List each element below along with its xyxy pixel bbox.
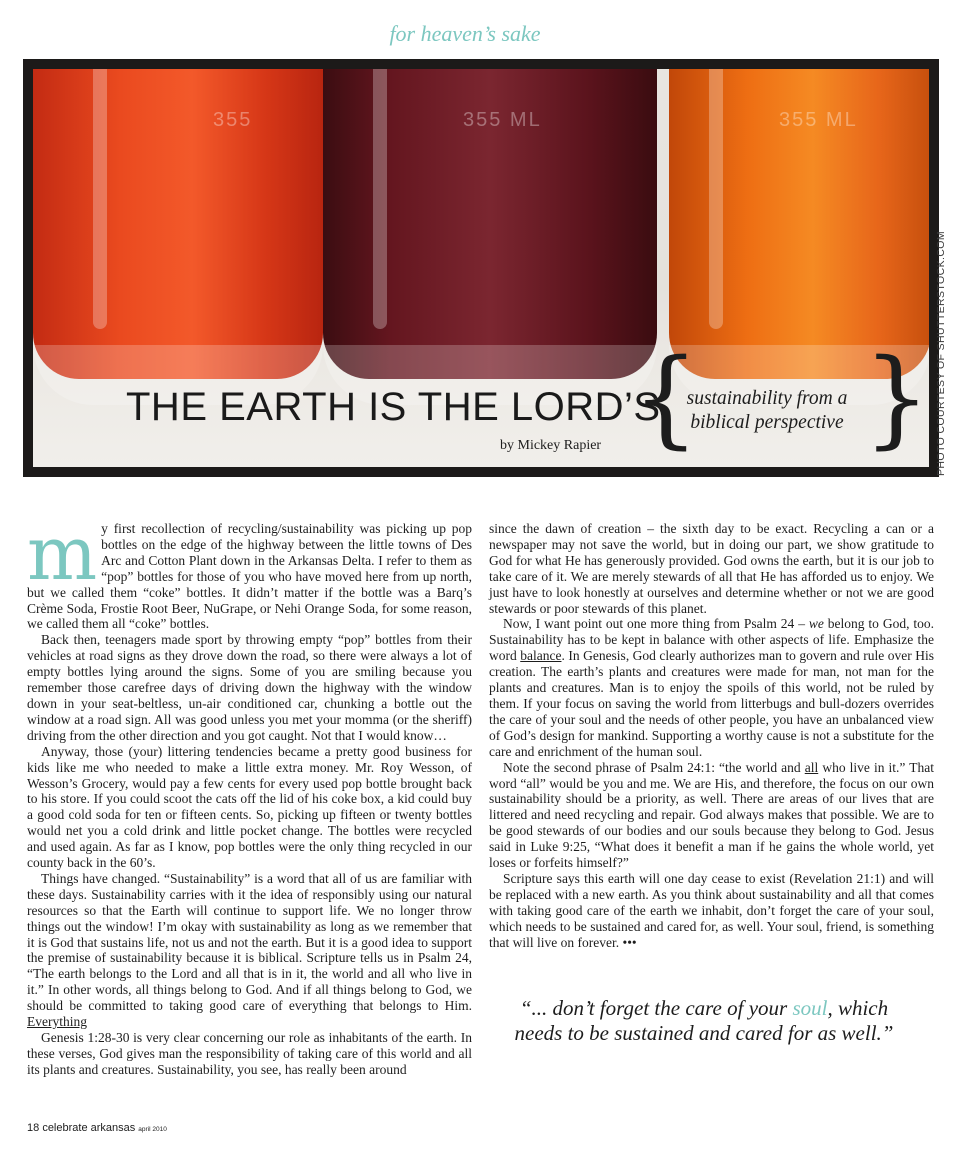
article-column-left: [27, 511, 472, 1078]
article-subtitle: [672, 387, 862, 435]
hero-photo-frame: [23, 59, 939, 477]
drop-cap: m: [27, 511, 98, 597]
section-heading: for heaven’s sake: [389, 21, 541, 46]
emphasized-word: we: [808, 616, 824, 632]
underlined-word: balance: [520, 648, 562, 664]
paragraph-text: y first recollection of recycling/sustainability was picking up pop bottles on the edge of the highway between the little towns of Des Arc and Cotton Plant down in the Arkansas Delta. I refer to them as “pop” bottles for those of you who have moved here from up north, but we called them “coke” bottles. It didn’t matter if the bottle was a Barq’s Crème Soda, Frostie Root Beer, NuGrape, or Nehi Orange Soda, for some reason, we called them all “coke” bottles.: [27, 521, 472, 632]
right-brace-icon: }: [863, 336, 931, 459]
subtitle-line: biblical perspective: [690, 412, 844, 433]
quote-text: , which needs to be sustained and cared for as well.”: [514, 996, 894, 1045]
quote-text: “... don’t forget the care of your: [519, 996, 793, 1020]
paragraph: [489, 616, 934, 759]
purple-bottle: 355 ML: [323, 69, 657, 379]
paragraph: [27, 871, 472, 1030]
underlined-word: Everything: [27, 1014, 87, 1030]
paragraph: since the dawn of creation – the sixth day to be exact. Recycling a can or a newspaper may not save the world, but in doing our part, we show gratitude to God for what He has generously provided. God owns the earth, but it is our job to take care of it. We are merely stewards of all that He has afforded us to enjoy. We just have to look honestly at ourselves and determine whether or not we are good stewards or poor stewards of this planet.: [489, 521, 934, 616]
paragraph: Back then, teenagers made sport by throwing empty “pop” bottles from their vehicles at road signs as they drove down the road, so there were always a lot of empty bottles lying around the signs. Some of you are smiling because you remember those carefree days of driving down the highway with the window down in your seat-beltless, un-air conditioned car, chunking a bottle out the window at a road sign. All was good unless you met your momma (or the sheriff) driving from the other direction and you got caught. Not that I would know…: [27, 632, 472, 743]
paragraph-text: who live in it.” That word “all” would be you and me. We are His, and therefore, the focus on our own sustainability should be a priority, as well. There are areas of our lives that are littered and need recycling and repair. God always makes that possible. We are to be good stewards of our bodies and our souls because they belong to God. Jesus said in Luke 9:25, “What does it benefit a man if he gains the whole world, yet loses or forfeits himself?”: [489, 759, 934, 871]
byline: by Mickey Rapier: [500, 438, 602, 453]
red-bottle: 355: [33, 69, 323, 379]
paragraph-text: belong to God, too. Sustainability has to be kept in balance with other aspects of life. Emphasize the word: [489, 616, 935, 664]
photo-credit: PHOTO COURTESY OF SHUTTERSTOCK.COM: [935, 230, 947, 476]
subtitle-line: sustainability from a: [686, 388, 848, 409]
article-title: THE EARTH IS THE LORD’S: [126, 385, 661, 429]
paragraph-text: Things have changed. “Sustainability” is a word that all of us are familiar with these days. Sustainability carries with it the idea of responsibly using our natural resources so that the Earth will continue to support life. We no longer throw things out the window! I’m okay with sustainability as long as we remember that it is God that sustains life, not us and not the earth. But it is a good idea to support the premise of sustainability because it is biblical. Scripture tells us in Psalm 24, “The earth belongs to the Lord and all that is in it, the world and all who live in it.” In other words, all things belong to God. And if all things belong to God, we should be committed to taking good care of everything that belongs to Him.: [27, 870, 472, 1014]
paragraph: [27, 511, 472, 632]
paragraph: Genesis 1:28-30 is very clear concerning our role as inhabitants of the earth. In these verses, God gives man the responsibility of taking care of this world and all its plants and creatures. Sustainability, you see, has really been around: [27, 1030, 472, 1077]
quote-highlight: soul: [792, 996, 828, 1020]
orange-bottle: 355 ML: [669, 69, 929, 379]
page-footer: [27, 1122, 167, 1134]
issue-date: april 2010: [138, 1126, 167, 1133]
paragraph-text: Now, I want point out one more thing from Psalm 24 –: [503, 616, 809, 632]
magazine-name: celebrate arkansas: [42, 1122, 136, 1134]
paragraph-text: . In Genesis, God clearly authorizes man to govern and rule over His creation. The earth’s plants and creatures were made for man, not man for the plants and creatures. Man is to enjoy the spoils of this world, not be ruled by them. If your focus on saving the world from litterbugs and bull-dozers overrides the care of your soul and the needs of other people, you have an unbalanced view of God’s design for mankind. Supporting a worthy cause is not a substitute for the care and enrichment of the human soul.: [489, 648, 935, 759]
underlined-word: all: [804, 759, 819, 775]
paragraph: [489, 760, 934, 871]
page-number: 18: [27, 1122, 40, 1134]
left-brace-icon: {: [632, 336, 700, 459]
paragraph-text: Note the second phrase of Psalm 24:1: “the world and: [503, 759, 805, 775]
article-column-right: [489, 521, 934, 950]
pull-quote: [494, 996, 914, 1046]
paragraph: Scripture says this earth will one day cease to exist (Revelation 21:1) and will be replaced with a new earth. As you think about sustainability and all that comes with taking good care of the earth we inhabit, don’t forget the care of your soul, which needs to be sustained and cared for, as well. Your soul, friend, is something that will live on forever. •••: [489, 870, 934, 950]
paragraph: Anyway, those (your) littering tendencies became a pretty good business for kids like me who needed to make a little extra money. Mr. Roy Wesson, of Wesson’s Grocery, would pay a few cents for every used pop bottle brought back to his store. If you could scoot the cats off the lid of his coke box, a kid could buy a good cold soda for ten or fifteen cents. So, picking up fifteen or twenty bottles would net you a cold drink and little pocket change. The bottles were recycled and used again. As far as I know, pop bottles were the only thing recycled in our county back in the 60’s.: [27, 743, 472, 871]
